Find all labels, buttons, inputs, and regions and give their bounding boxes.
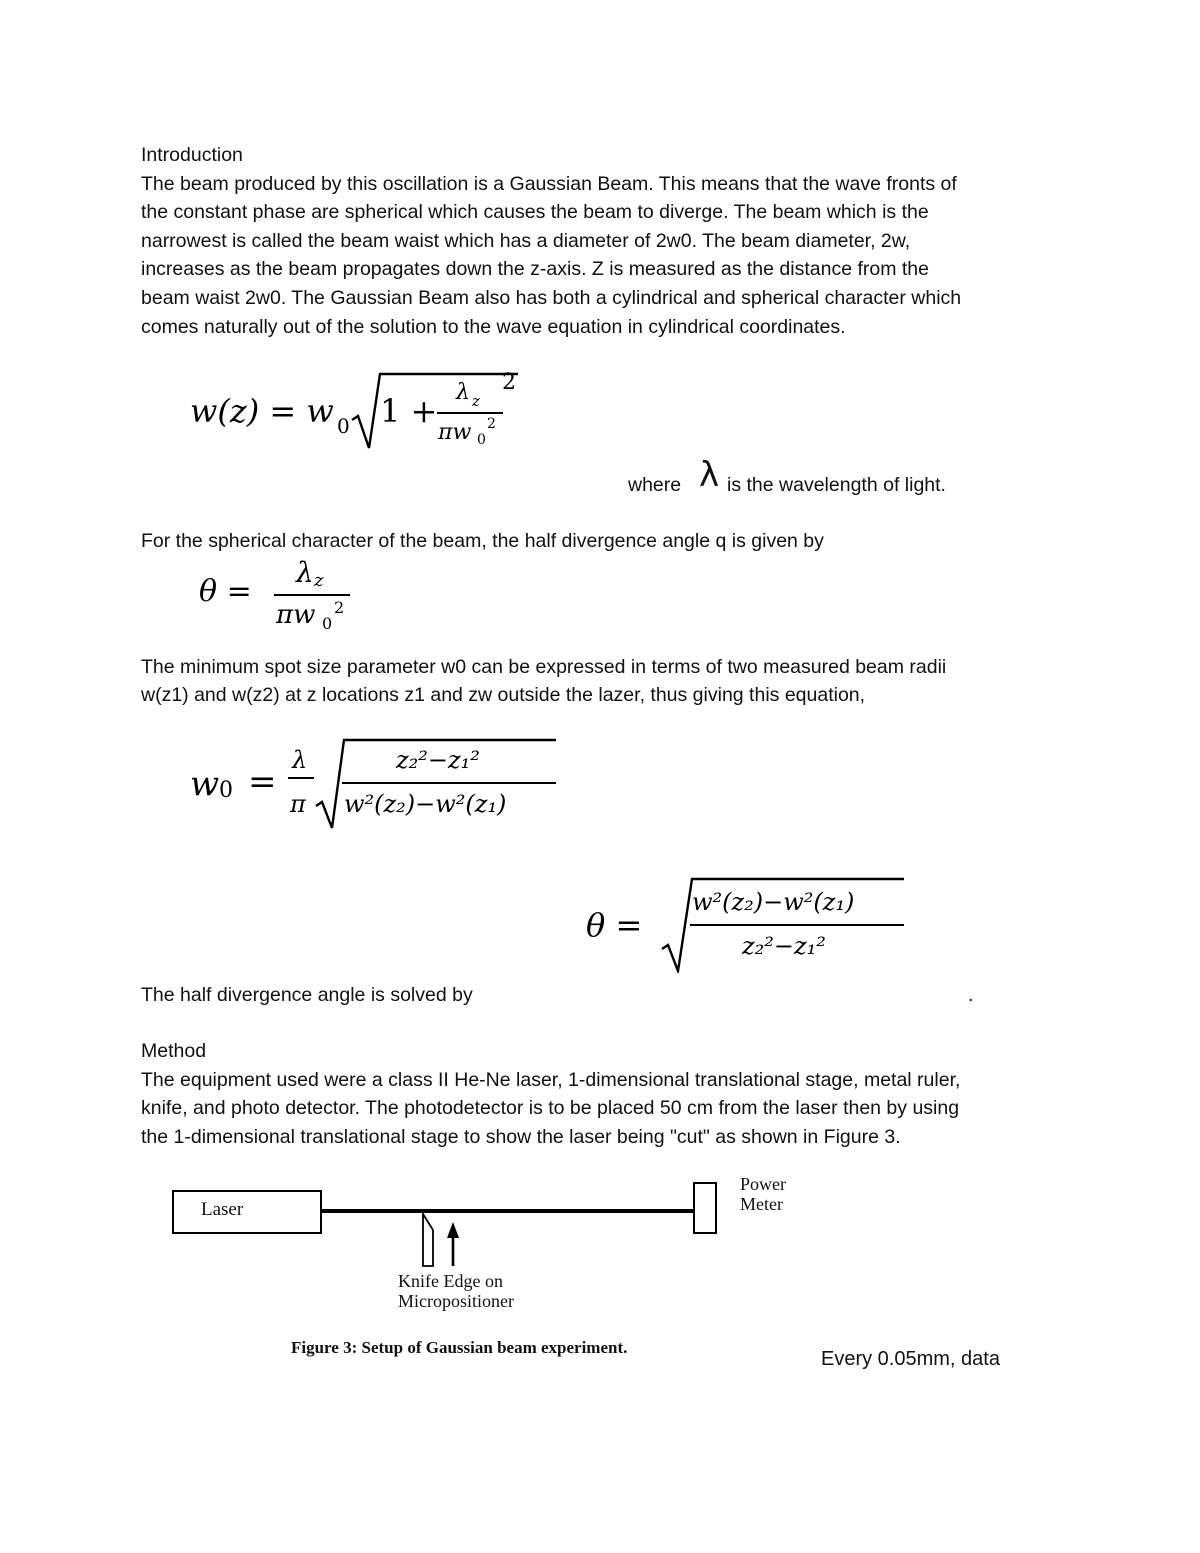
eq2-lhs: θ = <box>199 574 252 609</box>
eq1-outer-sup: 2 <box>502 370 516 395</box>
eq3-root-den: w²(z₂)−w²(z₁) <box>344 790 507 818</box>
eq1-den-sub: 0 <box>477 432 486 448</box>
eq3-frac-den: π <box>290 790 306 818</box>
eq1-num: λ <box>456 380 470 405</box>
eq3-root-num: z₂²−z₁² <box>396 746 480 774</box>
eq1-num-sub: z <box>472 392 480 410</box>
method-line-1: The equipment used were a class II He-Ne laser, 1-dimensional translational stage, metal ruler, <box>141 1069 961 1091</box>
eq1-fraction-bar <box>437 412 503 414</box>
eq2-den-sup: 2 <box>334 598 345 617</box>
half-divergence-period: . <box>968 984 974 1006</box>
half-divergence-text: The half divergence angle is solved by <box>141 984 473 1006</box>
spherical-line: For the spherical character of the beam, the half divergence angle q is given by <box>141 530 824 552</box>
eq3-lhs-sub: 0 <box>219 778 233 803</box>
intro-heading: Introduction <box>141 144 243 166</box>
eq1-lhs: w(z) = w <box>190 392 334 430</box>
where-lambda: λ <box>699 455 720 495</box>
eq2-num-sub: z <box>314 570 324 591</box>
eq4-root-den: z₂²−z₁² <box>742 932 826 960</box>
eq4-root-num: w²(z₂)−w²(z₁) <box>692 888 855 916</box>
eq1-one-plus: 1 + <box>380 392 438 430</box>
where-post: is the wavelength of light. <box>727 474 946 496</box>
eq2-den-sub: 0 <box>322 614 333 633</box>
intro-line-2: the constant phase are spherical which causes the beam to diverge. The beam which is the <box>141 201 929 223</box>
laser-label: Laser <box>201 1199 244 1220</box>
method-line-3: the 1-dimensional translational stage to show the laser being "cut" as shown in Figure 3. <box>141 1126 901 1148</box>
eq1-lhs-sub: 0 <box>337 414 350 438</box>
eq3-lhs: w <box>190 764 220 804</box>
where-pre: where <box>628 474 682 496</box>
intro-line-3: narrowest is called the beam waist which has a diameter of 2w0. The beam diameter, 2w, <box>141 230 911 252</box>
eq2-fraction-bar <box>274 594 350 596</box>
eq1-den: πw <box>438 420 472 445</box>
eq4-lhs: θ = <box>586 906 643 944</box>
knife-edge-icon <box>415 1210 475 1270</box>
intro-line-1: The beam produced by this oscillation is a Gaussian Beam. This means that the wave fronts of <box>141 173 957 195</box>
eq4-root-bar <box>690 924 904 926</box>
eq3-equals: = <box>248 762 277 802</box>
eq3-frac-bar <box>288 777 314 779</box>
min-spot-line-2: w(z1) and w(z2) at z locations z1 and zw outside the lazer, thus giving this equation, <box>141 684 866 706</box>
laser-box <box>172 1190 322 1234</box>
min-spot-line-1: The minimum spot size parameter w0 can be expressed in terms of two measured beam radii <box>141 656 947 678</box>
eq2-num: λ <box>296 556 314 589</box>
intro-line-5: beam waist 2w0. The Gaussian Beam also has both a cylindrical and spherical character which <box>141 287 962 309</box>
figure-caption: Figure 3: Setup of Gaussian beam experiment. <box>291 1338 628 1357</box>
knife-label-2: Micropositioner <box>398 1291 514 1311</box>
trailing-text: Every 0.05mm, data <box>821 1348 1000 1370</box>
eq1-den-sup: 2 <box>487 416 496 432</box>
power-meter-box <box>693 1182 717 1234</box>
eq3-root-bar <box>342 782 556 784</box>
eq2-den: πw <box>276 600 316 630</box>
beam-line <box>322 1209 694 1213</box>
intro-line-6: comes naturally out of the solution to the wave equation in cylindrical coordinates. <box>141 316 846 338</box>
eq3-frac-num: λ <box>292 746 308 774</box>
power-meter-label-2: Meter <box>740 1194 783 1214</box>
intro-line-4: increases as the beam propagates down the z-axis. Z is measured as the distance from the <box>141 258 929 280</box>
power-meter-label-1: Power <box>740 1174 786 1194</box>
knife-label-1: Knife Edge on <box>398 1271 503 1291</box>
method-heading: Method <box>141 1040 207 1062</box>
method-line-2: knife, and photo detector. The photodetector is to be placed 50 cm from the laser then by using <box>141 1097 960 1119</box>
